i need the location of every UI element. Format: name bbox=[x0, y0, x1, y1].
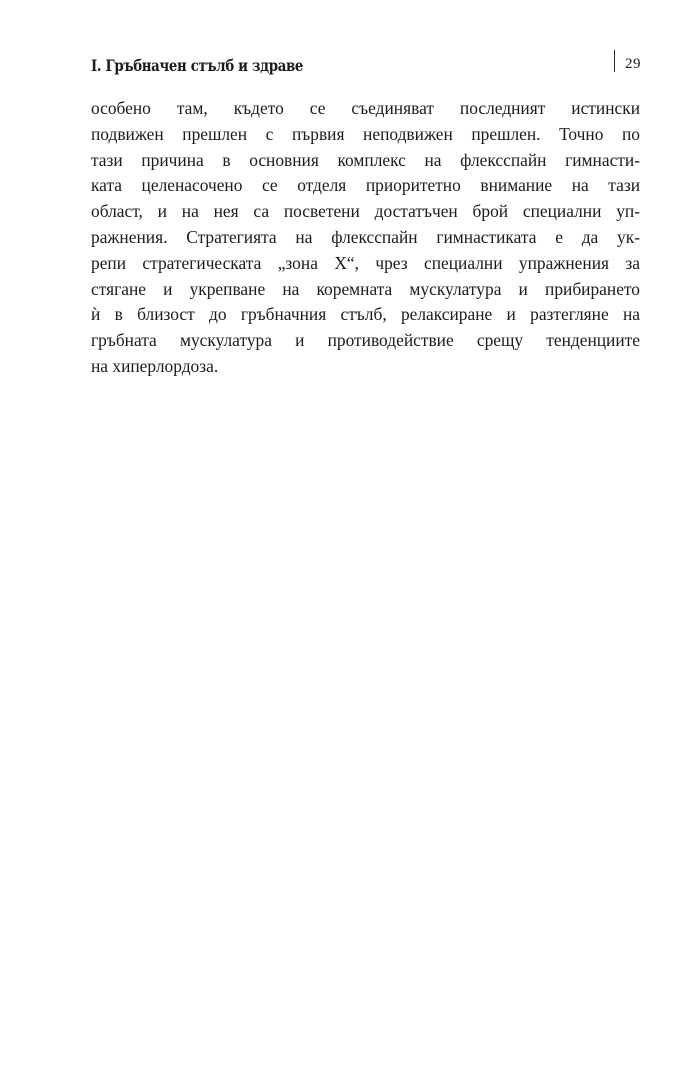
body-paragraph bbox=[91, 96, 640, 380]
text-line: ражнения. Стратегията на флексспайн гимнастиката е да ук- bbox=[91, 226, 640, 247]
header-divider bbox=[614, 50, 615, 72]
text-line: гръбната мускулатура и противодействие срещу тенденциите bbox=[91, 330, 640, 351]
text-line: тази причина в основния комплекс на флексспайн гимнасти- bbox=[91, 149, 640, 170]
text-line: на хиперлордоза. bbox=[91, 355, 219, 376]
page-number: 29 bbox=[625, 56, 641, 72]
text-line: особено там, където се съединяват последният истински bbox=[91, 98, 640, 118]
text-line: ѝ в близост до гръбначния стълб, релаксиране и разтегляне на bbox=[91, 304, 640, 325]
chapter-title: I. Гръбначен стълб и здраве bbox=[91, 56, 304, 75]
text-line: област, и на нея са посветени достатъчен брой специални уп- bbox=[91, 201, 640, 222]
text-line: ката целенасочено се отделя приоритетно внимание на тази bbox=[91, 175, 640, 196]
text-line: стягане и укрепване на коремната мускулатура и прибирането bbox=[91, 278, 640, 299]
text-line: подвижен прешлен с първия неподвижен прешлен. Точно по bbox=[91, 123, 640, 144]
running-head bbox=[91, 54, 641, 80]
text-line: репи стратегическата „зона X“, чрез специални упражнения за bbox=[91, 252, 640, 273]
